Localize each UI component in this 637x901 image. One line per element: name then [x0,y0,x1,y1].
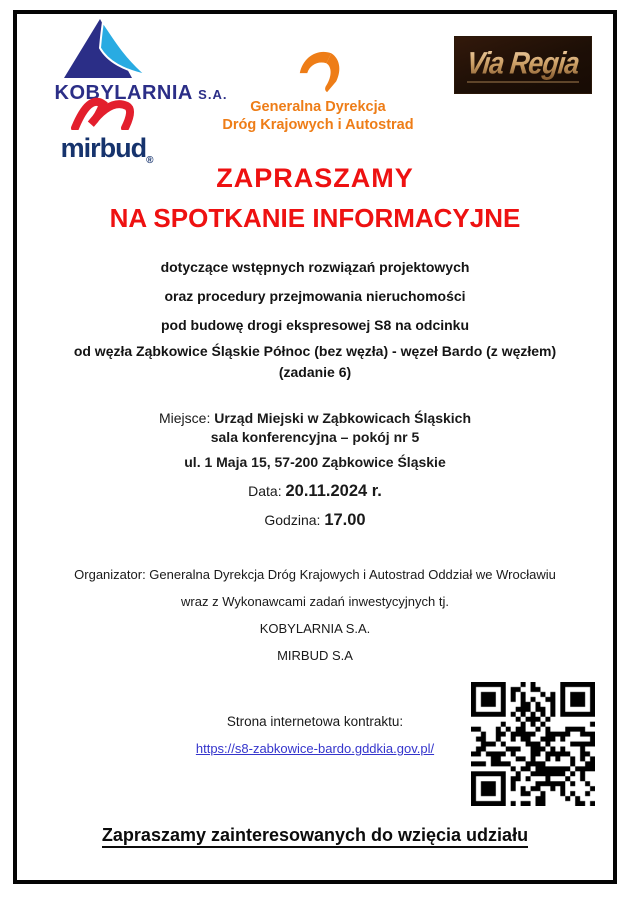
body-line: oraz procedury przejmowania nieruchomości [164,288,466,304]
footer-invitation [17,825,613,846]
detail-time [17,511,613,530]
gddkia-name-line2: Dróg Krajowych i Autostrad [222,117,414,133]
body-line: pod budowę drogi ekspresowej S8 na odcinku [160,317,470,333]
body-line: (zadanie 6) [278,364,352,380]
headline-line2: NA SPOTKANIE INFORMACYJNE [109,203,521,233]
body-line: od węzła Ząbkowice Śląskie Północ (bez węzła) - węzeł Bardo (z węzłem) [73,343,557,359]
footer-text: Zapraszamy zainteresowanych do wzięcia udziału [102,825,528,848]
detail-date [17,482,613,501]
kobylarnia-triangle-icon [62,18,154,84]
organizer-line: MIRBUD S.A [277,648,353,663]
kobylarnia-name: KOBYLARNIA [54,82,193,104]
organizer-line: KOBYLARNIA S.A. [259,621,371,636]
place-value: Urząd Miejski w Ząbkowicach Śląskich [214,410,471,426]
mirbud-swoosh-icon [71,90,143,130]
gddkia-name-line1: Generalna Dyrekcja [250,99,386,115]
mirbud-name: mirbud [60,133,147,163]
time-value: 17.00 [324,511,366,529]
detail-address [17,454,613,470]
place-room: sala konferencyjna – pokój nr 5 [210,429,420,445]
place-label: Miejsce: [159,410,215,426]
via-regia-name: Via Regia [465,45,581,80]
gddkia-logo-text [193,98,443,134]
via-regia-logo [454,36,592,94]
website-label: Strona internetowa kontraktu: [226,714,404,729]
organizer-line: Organizator: Generalna Dyrekcja Dróg Krajowych i Autostrad Oddział we Wrocławiu [74,567,556,582]
gddkia-logo [193,45,443,134]
contract-website-link[interactable]: https://s8-zabkowice-bardo.gddkia.gov.pl/ [195,741,435,756]
time-label: Godzina: [264,512,325,528]
address-value: ul. 1 Maja 15, 57-200 Ząbkowice Śląskie [184,454,446,470]
poster-frame [13,10,617,884]
mirbud-registered-mark: ® [146,155,153,166]
detail-place-line1 [17,410,613,426]
date-value: 20.11.2024 r. [285,482,382,500]
gddkia-eagle-icon [293,45,343,93]
qr-code [471,682,595,806]
mirbud-logo [29,90,184,174]
organizer-line: wraz z Wykonawcami zadań inwestycyjnych tj. [181,594,449,609]
headline-line1: ZAPRASZAMY [216,163,414,193]
body-line: dotyczące wstępnych rozwiązań projektowych [160,259,470,275]
kobylarnia-suffix: S.A. [198,87,228,102]
detail-place-line2 [17,429,613,445]
date-label: Data: [248,483,286,499]
via-regia-underline [467,81,579,83]
